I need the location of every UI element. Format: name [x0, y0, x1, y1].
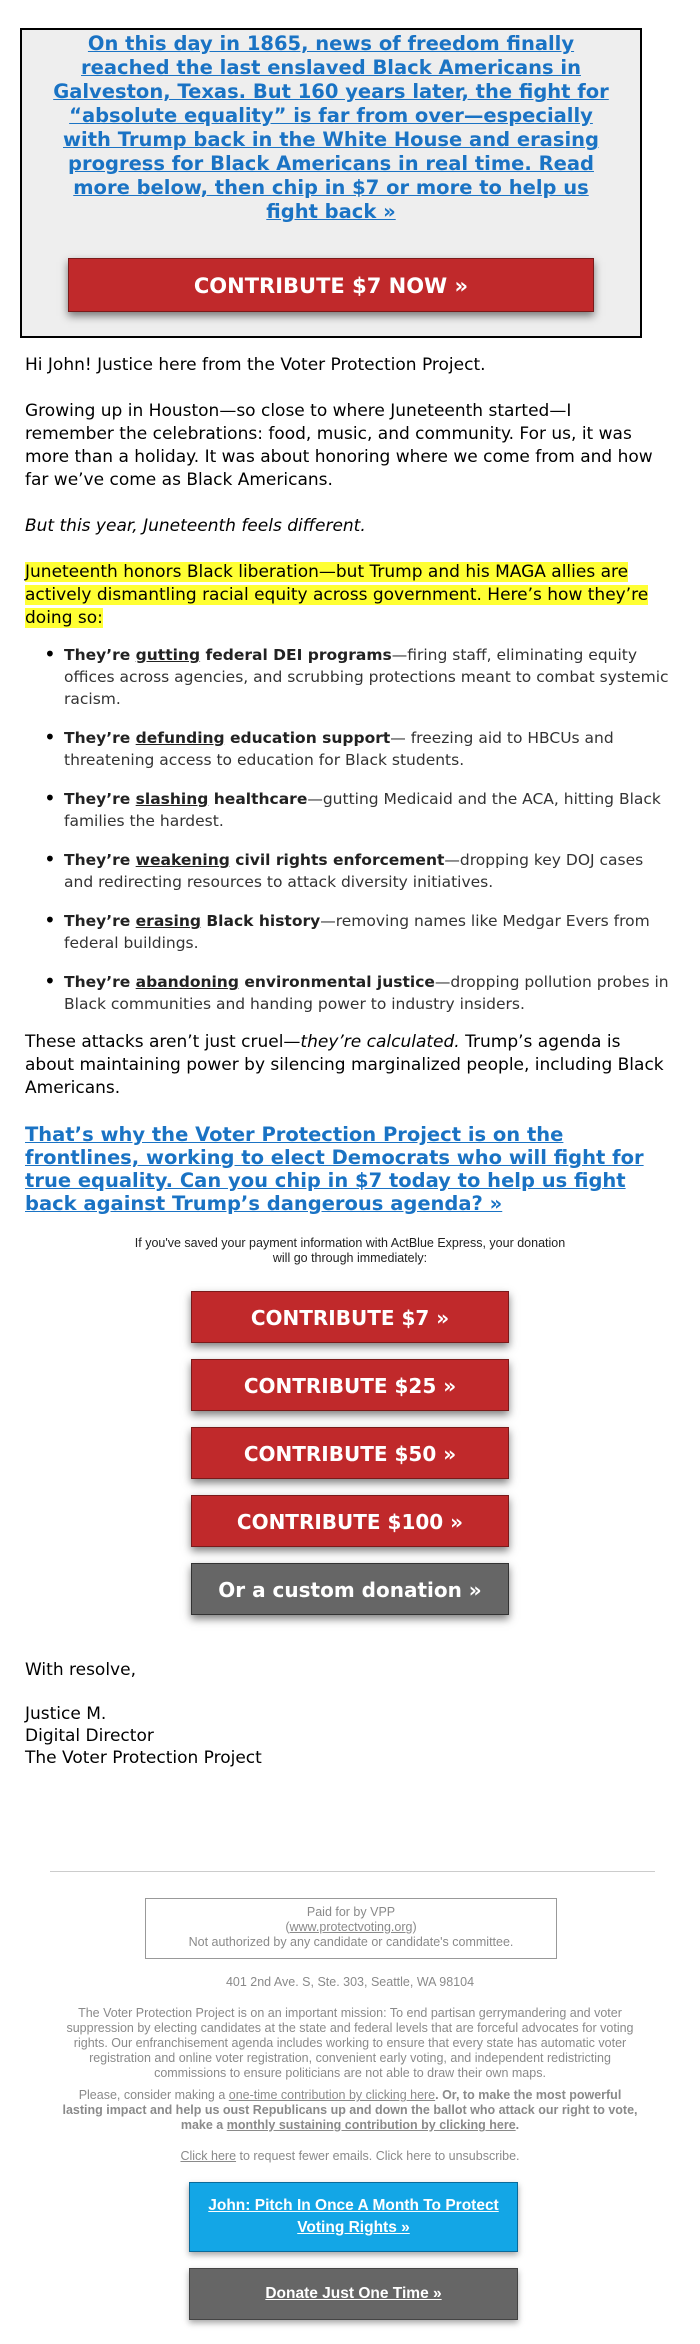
attack-verb: slashing — [135, 790, 209, 808]
paragraph-different: But this year, Juneteenth feels different. — [25, 516, 366, 536]
attack-heading — [64, 973, 435, 991]
donate-one-time-button[interactable]: Donate Just One Time » — [189, 2268, 518, 2320]
attack-detail: —dropping pollution probes in Black communities and handing power to industry insiders. — [64, 973, 669, 1013]
attack-item — [40, 971, 670, 1015]
attack-list — [0, 644, 670, 1015]
attack-item — [40, 727, 670, 771]
donation-button[interactable]: CONTRIBUTE $50 » — [191, 1427, 509, 1479]
fewer-emails-link[interactable]: Click here — [180, 2149, 237, 2163]
paren-open: ( — [285, 1920, 290, 1934]
closing: With resolve, — [25, 1660, 136, 1680]
signer-title: Digital Director — [25, 1726, 154, 1746]
highlight-text: Juneteenth honors Black liberation—but Trump and his MAGA allies are actively dismantling racial equity across government. Here’s how they’re doing so: — [25, 562, 649, 628]
attack-verb: defunding — [135, 729, 225, 747]
attack-pre: They’re — [64, 790, 136, 808]
attack-object: healthcare — [208, 790, 308, 808]
consider-pre: Please, consider making a — [78, 2088, 229, 2102]
express-note-line-1: If you've saved your payment information with ActBlue Express, your donation — [134, 1236, 566, 1250]
attack-item — [40, 644, 670, 710]
donation-button[interactable]: CONTRIBUTE $25 » — [191, 1359, 509, 1411]
consider-end: . — [515, 2118, 520, 2132]
donation-button[interactable]: CONTRIBUTE $100 » — [191, 1495, 509, 1547]
signature — [25, 1659, 700, 1769]
fewer-emails-rest: to request fewer emails. Click here to unsubscribe. — [236, 2149, 520, 2163]
custom-donation-button[interactable]: Or a custom donation » — [191, 1563, 509, 1615]
attack-object: federal DEI programs — [200, 646, 392, 664]
attack-pre: They’re — [64, 646, 136, 664]
monthly-pitch-in-button[interactable]: John: Pitch In Once A Month To Protect Voting Rights » — [189, 2182, 518, 2252]
attack-detail: — freezing aid to HBCUs and threatening access to education for Black students. — [64, 729, 614, 769]
attack-heading — [64, 912, 320, 930]
signer-org: The Voter Protection Project — [25, 1748, 262, 1768]
attack-verb: weakening — [135, 851, 230, 869]
footer-divider — [50, 1871, 655, 1872]
attack-detail: —gutting Medicaid and the ACA, hitting Black families the hardest. — [64, 790, 661, 830]
attack-verb: gutting — [135, 646, 201, 664]
attack-detail: —removing names like Medgar Evers from federal buildings. — [64, 912, 650, 952]
highlight-paragraph — [25, 561, 665, 630]
paid-line-1: Paid for by VPP — [306, 1905, 396, 1919]
ask-link[interactable]: That’s why the Voter Protection Project is on the frontlines, working to elect Democrats who will fight for true equality. Can you chip in $7 today to help us fight back against Trump’s dangerous agenda? » — [25, 1123, 644, 1215]
attack-detail: —dropping key DOJ cases and redirecting resources to attack diversity initiatives. — [64, 851, 644, 891]
attack-object: civil rights enforcement — [229, 851, 445, 869]
one-time-contribution-link[interactable]: one-time contribution by clicking here — [228, 2088, 436, 2102]
attack-item — [40, 849, 670, 893]
express-note-line-2: will go through immediately: — [272, 1251, 428, 1265]
attack-object: Black history — [200, 912, 321, 930]
footer-address: 401 2nd Ave. S, Ste. 303, Seattle, WA 98104 — [225, 1975, 475, 1989]
contribute-7-now-button[interactable]: CONTRIBUTE $7 NOW » — [68, 258, 594, 312]
donation-button[interactable]: CONTRIBUTE $7 » — [191, 1291, 509, 1343]
greeting: Hi John! Justice here from the Voter Protection Project. — [25, 355, 486, 375]
attack-verb: erasing — [135, 912, 201, 930]
attack-detail: —firing staff, eliminating equity offices across agencies, and scrubbing protections meant to combat systemic racism. — [64, 646, 669, 708]
monthly-contribution-link[interactable]: monthly sustaining contribution by clicking here — [226, 2118, 516, 2132]
footer-mission: The Voter Protection Project is on an important mission: To end partisan gerrymandering and voter suppression by electing candidates at the state and federal levels that are forceful advocates for voting rights. Our enfranchisement agenda includes working to ensure that every state has automatic voter registration and online voter registration, convenient early voting, and independent redistricting commissions to ensure politicians are not able to draw their own maps. — [66, 2006, 634, 2080]
attack-pre: They’re — [64, 851, 136, 869]
paid-line-2 — [146, 1920, 556, 1935]
vpp-website-link[interactable]: www.protectvoting.org — [289, 1920, 413, 1934]
calculated-post: Trump’s agenda is about maintaining power by silencing marginalized people, including Black Americans. — [25, 1032, 664, 1098]
express-note — [0, 1236, 700, 1266]
intro-link[interactable]: On this day in 1865, news of freedom finally reached the last enslaved Black Americans in Galveston, Texas. But 160 years later, the fight for “absolute equality” is far from over—especially with Trump back in the White House and erasing progress for Black Americans in real time. Read more below, then chip in $7 or more to help us fight back » — [53, 32, 609, 223]
attack-item — [40, 788, 670, 832]
attack-pre: They’re — [64, 912, 136, 930]
paren-close: ) — [412, 1920, 417, 1934]
signer-name: Justice M. — [25, 1704, 107, 1724]
attack-verb: abandoning — [135, 973, 239, 991]
attack-pre: They’re — [64, 973, 136, 991]
calculated-em: they’re calculated. — [300, 1032, 460, 1052]
donation-buttons — [0, 1291, 700, 1547]
attack-heading — [64, 729, 390, 747]
attack-pre: They’re — [64, 729, 136, 747]
attack-heading — [64, 790, 307, 808]
paragraph-calculated — [25, 1031, 665, 1100]
signature-spacer — [25, 1681, 700, 1703]
attack-heading — [64, 851, 444, 869]
paid-line-3: Not authorized by any candidate or candidate's committee. — [188, 1935, 514, 1949]
calculated-pre: These attacks aren’t just cruel— — [25, 1032, 301, 1052]
consider-bold: . Or, to make the most powerful lasting impact and help us oust Republicans up and down the ballot who attack our right to vote, make a — [62, 2088, 638, 2132]
attack-object: education support — [224, 729, 391, 747]
attack-heading — [64, 646, 392, 664]
paragraph-houston: Growing up in Houston—so close to where Juneteenth started—I remember the celebrations: food, music, and community. For us, it was more than a holiday. It was about honoring where we come from and how far we’ve come as Black Americans. — [25, 401, 653, 490]
footer-fewer-emails — [60, 2149, 640, 2164]
attack-item — [40, 910, 670, 954]
paid-for-box — [145, 1898, 557, 1959]
attack-object: environmental justice — [238, 973, 435, 991]
intro-box — [20, 28, 642, 338]
footer-consider — [60, 2088, 640, 2133]
